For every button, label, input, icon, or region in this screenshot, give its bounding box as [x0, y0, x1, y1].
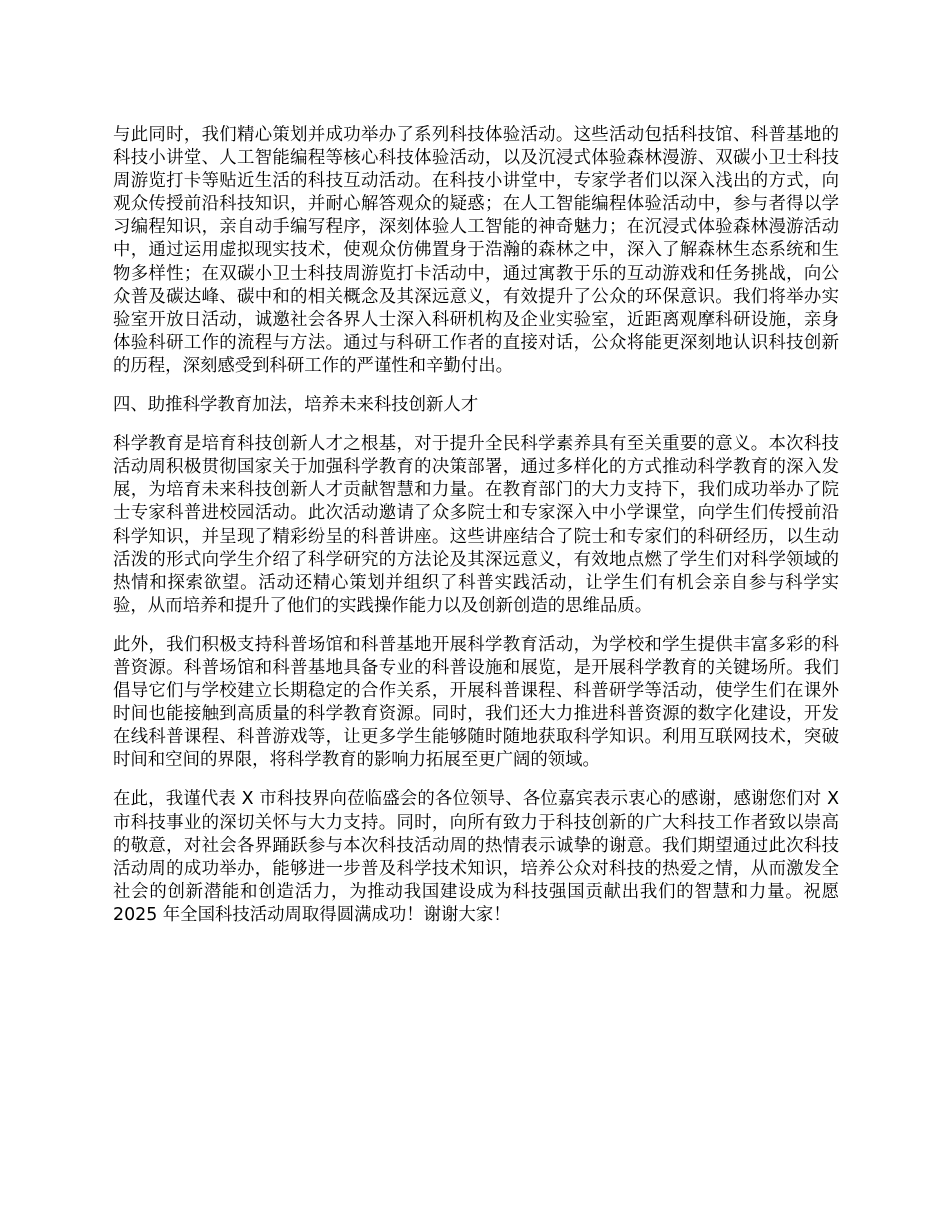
- paragraph-science-experience-activities: 与此同时，我们精心策划并成功举办了系列科技体验活动。这些活动包括科技馆、科普基地的科技小讲堂、人工智能编程等核心科技体验活动，以及沉浸式体验森林漫游、双碳小卫士科技周游览打卡等贴近生活的科技互动活动。在科技小讲堂中，专家学者们以深入浅出的方式，向观众传授前沿科技知识，并耐心解答观众的疑惑；在人工智能编程体验活动中，参与者得以学习编程知识，亲自动手编写程序，深刻体验人工智能的神奇魅力；在沉浸式体验森林漫游活动中，通过运用虚拟现实技术，使观众仿佛置身于浩瀚的森林之中，深入了解森林生态系统和生物多样性；在双碳小卫士科技周游览打卡活动中，通过寓教于乐的互动游戏和任务挑战，向公众普及碳达峰、碳中和的相关概念及其深远意义，有效提升了公众的环保意识。我们将举办实验室开放日活动，诚邀社会各界人士深入科研机构及企业实验室，近距离观摩科研设施，亲身体验科研工作的流程与方法。通过与科研工作者的直接对话，公众将能更深刻地认识科技创新的历程，深刻感受到科研工作的严谨性和辛勤付出。: [113, 125, 839, 376]
- paragraph-science-education: 科学教育是培育科技创新人才之根基，对于提升全民科学素养具有至关重要的意义。本次科技活动周积极贯彻国家关于加强科学教育的决策部署，通过多样化的方式推动科学教育的深入发展，为培育未来科技创新人才贡献智慧和力量。在教育部门的大力支持下，我们成功举办了院士专家科普进校园活动。此次活动邀请了众多院士和专家深入中小学课堂，向学生们传授前沿科学知识，并呈现了精彩纷呈的科普讲座。这些讲座结合了院士和专家们的科研经历，以生动活泼的形式向学生介绍了科学研究的方法论及其深远意义，有效地点燃了学生们对科学领域的热情和探索欲望。活动还精心策划并组织了科普实践活动，让学生们有机会亲自参与科学实验，从而培养和提升了他们的实践操作能力以及创新创造的思维品质。: [113, 434, 839, 616]
- paragraph-science-venues: 此外，我们积极支持科普场馆和科普基地开展科学教育活动，为学校和学生提供丰富多彩的科普资源。科普场馆和科普基地具备专业的科普设施和展览，是开展科学教育的关键场所。我们倡导它们与学校建立长期稳定的合作关系，开展科普课程、科普研学等活动，使学生们在课外时间也能接触到高质量的科学教育资源。同时，我们还大力推进科普资源的数字化建设，开发在线科普课程、科普游戏等，让更多学生能够随时随地获取科学知识。利用互联网技术，突破时间和空间的界限，将科学教育的影响力拓展至更广阔的领域。: [113, 634, 839, 771]
- paragraph-closing-thanks: 在此，我谨代表 X 市科技界向莅临盛会的各位领导、各位嘉宾表示衷心的感谢，感谢您们对 X 市科技事业的深切关怀与大力支持。同时，向所有致力于科技创新的广大科技工作者致以崇高的敬意，对社会各界踊跃参与本次科技活动周的热情表示诚挚的谢意。我们期望通过此次科技活动周的成功举办，能够进一步普及科学技术知识，培养公众对科技的热爱之情，从而激发全社会的创新潜能和创造活力，为推动我国建设成为科技强国贡献出我们的智慧和力量。祝愿 2025 年全国科技活动周取得圆满成功！谢谢大家！: [113, 789, 839, 925]
- section-heading-science-education: 四、助推科学教育加法，培养未来科技创新人才: [113, 395, 479, 416]
- document-page: [113, 124, 839, 943]
